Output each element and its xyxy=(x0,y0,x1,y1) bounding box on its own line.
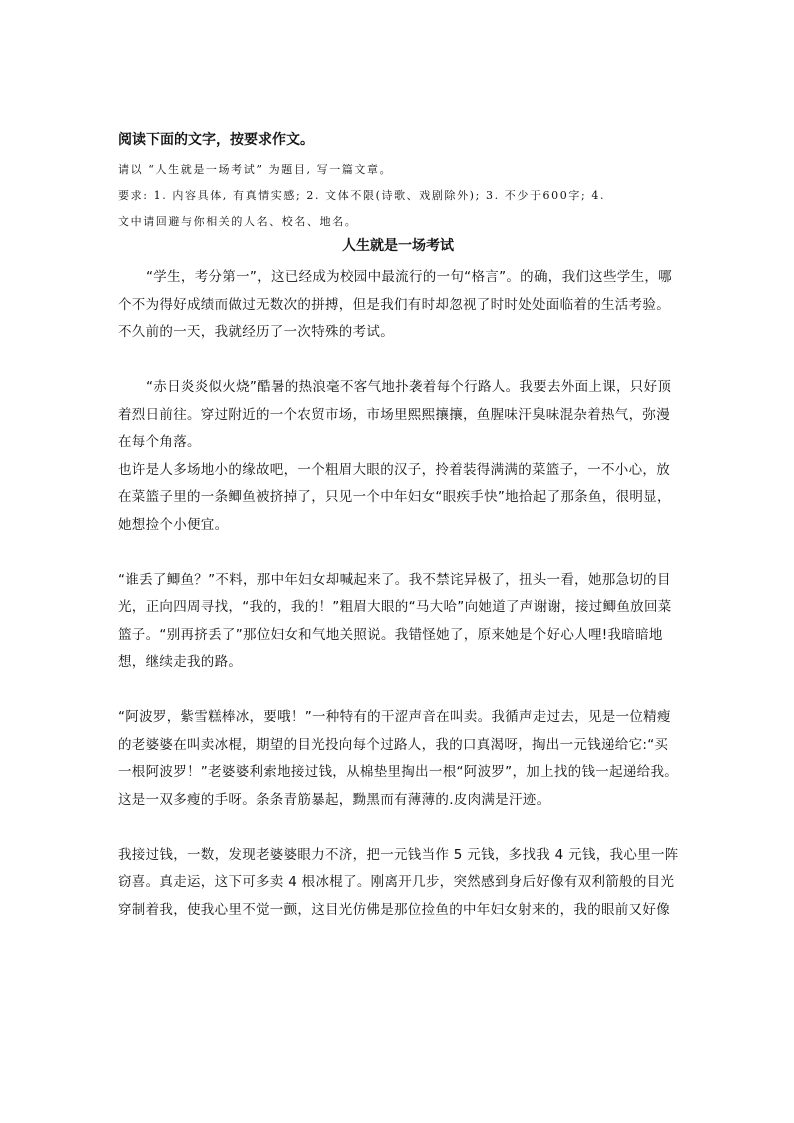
paragraph-line: “学生，考分第一”，这已经成为校园中最流行的一句“格言”。的确，我们这些学生，哪 xyxy=(146,269,672,285)
paragraph-line: “谁丢了鲫鱼？”不料，那中年妇女却喊起来了。我不禁诧异极了，扭头一看，她那急切的目 xyxy=(118,571,671,588)
paragraph-line: 着烈日前往。穿过附近的一个农贸市场，市场里熙熙攘攘，鱼腥味汗臭味混杂着热气，弥漫 xyxy=(118,406,670,423)
essay-instruction: 阅读下面的文字，按要求作文。 xyxy=(118,132,314,148)
paragraph-3 xyxy=(118,457,678,540)
paragraph-line: 的老婆婆在叫卖冰棍，期望的目光投向每个过路人，我的口真渴呀，掏出一元钱递给它:“买 xyxy=(118,736,669,753)
paragraph-line: 光，正向四周寻找，“我的，我的！”粗眉大眼的“马大哈”向她道了声谢谢，接过鲫鱼放回菜 xyxy=(118,599,672,615)
essay-title: 人生就是一场考试 xyxy=(342,238,454,254)
paragraph-line: 我接过钱，一数，发现老婆婆眼力不济，把一元钱当作 5 元钱，多找我 4 元钱，我心里一阵 xyxy=(118,846,679,863)
paragraph-gap xyxy=(118,677,678,705)
paragraph-gap xyxy=(118,347,678,375)
paragraph-line: 这是一双多瘦的手呀。条条青筋暴起，黝黑而有薄薄的.皮肉满是汗迹。 xyxy=(118,791,551,808)
paragraph-line: “阿波罗，紫雪糕棒冰，要哦！”一种特有的干涩声音在叫卖。我循声走过去，见是一位精瘦 xyxy=(118,709,671,725)
paragraph-line: 不久前的一天，我就经历了一次特殊的考试。 xyxy=(118,324,394,340)
paragraph-1 xyxy=(118,264,678,347)
requirement-line-3: 文中请回避与你相关的人名、校名、地名。 xyxy=(118,215,358,228)
document-content xyxy=(118,130,678,924)
paragraph-4 xyxy=(118,567,678,677)
paragraph-gap xyxy=(118,539,678,567)
paragraph-line: 窃喜。真走运，这下可多卖 4 根冰棍了。刚离开几步，突然感到身后好像有双利箭般的目光 xyxy=(118,874,675,890)
paragraph-line: 穿制着我，使我心里不觉一颤，这目光仿佛是那位捡鱼的中年妇女射来的，我的眼前又好像 xyxy=(118,901,670,918)
paragraph-line: 也许是人多场地小的缘故吧，一个粗眉大眼的汉子，拎着装得满满的菜篮子，一不小心，放 xyxy=(118,461,670,478)
paragraph-line: 她想捡个小便宜。 xyxy=(118,516,229,533)
paragraph-line: 一根阿波罗！”老婆婆利索地接过钱，从棉垫里掏出一根“阿波罗”，加上找的钱一起递给我。 xyxy=(118,764,679,780)
paragraph-5 xyxy=(118,704,678,814)
paragraph-2 xyxy=(118,374,678,457)
essay-requirements xyxy=(118,162,678,229)
paragraph-line: 在菜篮子里的一条鲫鱼被挤掉了，只见一个中年妇女“眼疾手快”地拾起了那条鱼，很明显， xyxy=(118,489,671,505)
paragraph-line: “赤日炎炎似火烧”酷暑的热浪毫不客气地扑袭着每个行路人。我要去外面上课，只好顶 xyxy=(146,379,672,395)
paragraph-line: 想，继续走我的路。 xyxy=(118,654,243,670)
paragraph-line: 篮子。“别再挤丢了”那位妇女和气地关照说。我错怪她了，原来她是个好心人哩!我暗暗地 xyxy=(118,626,663,643)
paragraph-gap xyxy=(118,814,678,842)
paragraph-line: 个不为得好成绩而做过无数次的拼搏，但是我们有时却忽视了时时处处面临着的生活考验。 xyxy=(118,296,670,313)
requirement-line-2: 要求: 1. 内容具体, 有真情实感; 2. 文体不限(诗歌、戏剧除外); 3. 不少于600字; 4. xyxy=(118,189,606,202)
paragraph-line: 在每个角落。 xyxy=(118,434,201,450)
requirement-line-1: 请以 “人生就是一场考试” 为题目, 写一篇文章。 xyxy=(118,163,393,176)
paragraph-6 xyxy=(118,842,678,925)
